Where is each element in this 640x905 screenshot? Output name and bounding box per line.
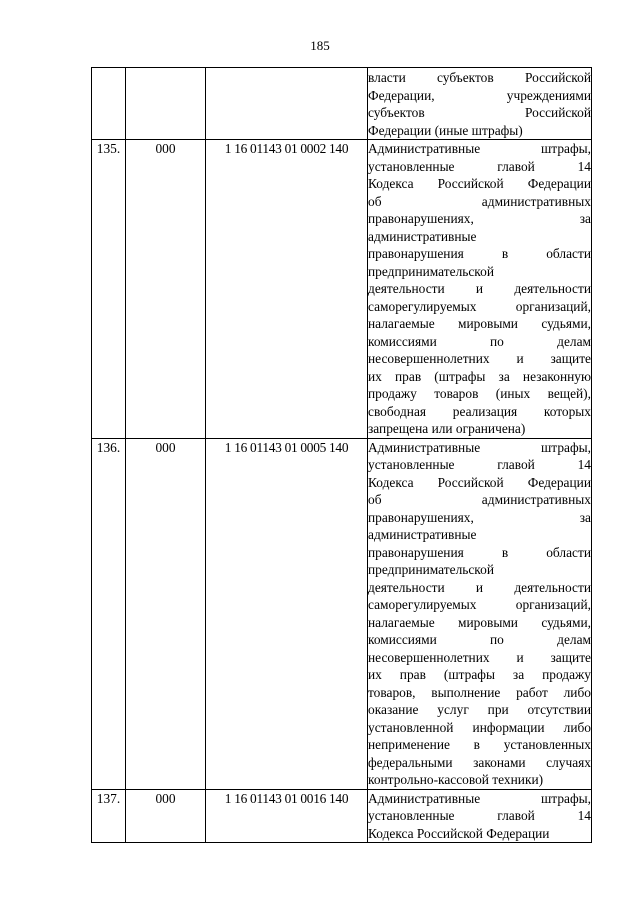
- description-line: их прав (штрафы за продажу: [368, 667, 591, 682]
- budget-code-cell: 1 16 01143 01 0002 140: [206, 140, 368, 439]
- administrator-code-cell: [126, 68, 206, 140]
- description-line: установленные главой 14: [368, 158, 591, 174]
- description-line: правонарушениях, за: [368, 509, 591, 525]
- table-row: [92, 438, 592, 789]
- page-number: 185: [310, 38, 330, 53]
- table-body: [92, 68, 592, 843]
- description-line: об административных: [368, 492, 591, 507]
- table-row: [92, 140, 592, 439]
- description-line: Административные штрафы,: [368, 141, 591, 156]
- budget-code-cell: 1 16 01143 01 0016 140: [206, 789, 368, 843]
- description-line: налагаемые мировыми судьями,: [368, 316, 591, 331]
- description-line: комиссиями по делам: [368, 333, 591, 349]
- description-line: саморегулируемых организаций,: [368, 597, 591, 612]
- description-line: федеральными законами случаях: [368, 754, 591, 770]
- administrator-code-cell: 000: [126, 438, 206, 789]
- description-line: правонарушения в области: [368, 246, 591, 261]
- description-cell: [368, 789, 592, 843]
- description-line: товаров, выполнение работ либо: [368, 684, 591, 700]
- description-line: несовершеннолетних и защите: [368, 649, 591, 665]
- description-line: налагаемые мировыми судьями,: [368, 614, 591, 630]
- table-row: [92, 68, 592, 140]
- description-line: Кодекса Российской Федерации: [368, 474, 591, 490]
- description-line: свободная реализация которых: [368, 403, 591, 419]
- description-line: предпринимательской: [368, 562, 494, 577]
- row-number-cell: 135.: [92, 140, 126, 439]
- administrator-code-cell: 000: [126, 789, 206, 843]
- description-line: власти субъектов Российской: [368, 70, 591, 85]
- description-line: Административные штрафы,: [368, 790, 591, 806]
- description-line: установленные главой 14: [368, 808, 591, 823]
- description-line: Кодекса Российской Федерации: [368, 825, 550, 841]
- description-cell: [368, 140, 592, 439]
- description-line: саморегулируемых организаций,: [368, 298, 591, 314]
- description-line: об административных: [368, 193, 591, 209]
- description-cell: [368, 438, 592, 789]
- description-line: субъектов Российской: [368, 105, 591, 120]
- description-line: установленные главой 14: [368, 457, 591, 472]
- description-line: Федерации, учреждениями: [368, 87, 591, 103]
- description-line: административные: [368, 527, 477, 542]
- description-line: их прав (штрафы за незаконную: [368, 368, 591, 384]
- description-line: комиссиями по делам: [368, 632, 591, 647]
- description-line: несовершеннолетних и защите: [368, 351, 591, 366]
- description-line: административные: [368, 228, 477, 244]
- description-line: правонарушения в области: [368, 544, 591, 560]
- description-line: неприменение в установленных: [368, 737, 591, 752]
- description-cell: [368, 68, 592, 140]
- description-line: оказание услуг при отсутствии: [368, 702, 591, 717]
- description-line: контрольно-кассовой техники): [368, 772, 544, 787]
- description-line: деятельности и деятельности: [368, 579, 591, 595]
- description-line: запрещена или ограничена): [368, 421, 526, 436]
- description-line: Кодекса Российской Федерации: [368, 176, 591, 191]
- budget-classification-table: [91, 67, 592, 843]
- description-line: Административные штрафы,: [368, 439, 591, 455]
- description-line: установленной информации либо: [368, 719, 591, 735]
- row-number-cell: 137.: [92, 789, 126, 843]
- table-row: [92, 789, 592, 843]
- description-line: деятельности и деятельности: [368, 281, 591, 296]
- budget-code-cell: [206, 68, 368, 140]
- description-line: правонарушениях, за: [368, 211, 591, 226]
- description-line: Федерации (иные штрафы): [368, 122, 523, 138]
- row-number-cell: [92, 68, 126, 140]
- description-line: предпринимательской: [368, 263, 494, 279]
- budget-code-cell: 1 16 01143 01 0005 140: [206, 438, 368, 789]
- row-number-cell: 136.: [92, 438, 126, 789]
- description-line: продажу товаров (иных вещей),: [368, 386, 591, 401]
- administrator-code-cell: 000: [126, 140, 206, 439]
